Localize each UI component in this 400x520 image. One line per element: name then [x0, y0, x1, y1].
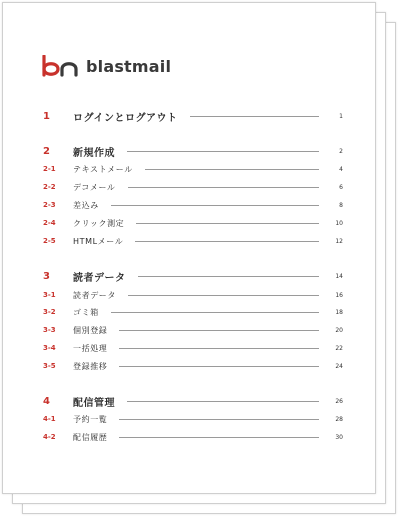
- toc-number: 3: [43, 270, 50, 282]
- toc-title: 読者データ: [73, 290, 116, 300]
- toc-chapter-row: [43, 144, 343, 158]
- brand-name: blastmail: [86, 56, 172, 76]
- toc-page-number: 2: [339, 147, 343, 155]
- toc-page-number: 12: [335, 237, 343, 245]
- toc-page-number: 20: [335, 326, 343, 334]
- toc-section-row: [43, 288, 343, 302]
- toc-title: テキストメール: [73, 164, 133, 174]
- toc-page-number: 18: [335, 308, 343, 316]
- toc-title: 個別登録: [73, 325, 108, 335]
- toc-leader-line: [119, 366, 319, 367]
- toc-page-number: 26: [335, 397, 343, 405]
- toc-section-row: [43, 412, 343, 426]
- toc-number: 3-1: [43, 291, 56, 299]
- toc-leader-line: [119, 419, 319, 420]
- toc-page-number: 28: [335, 415, 343, 423]
- toc-number: 2-5: [43, 237, 56, 245]
- toc-number: 2-4: [43, 219, 56, 227]
- toc-leader-line: [128, 295, 319, 296]
- toc-section-row: [43, 162, 343, 176]
- toc-page-number: 1: [339, 112, 343, 120]
- toc-page-number: 22: [335, 344, 343, 352]
- toc-title: HTMLメール: [73, 236, 124, 246]
- toc-number: 2-1: [43, 165, 56, 173]
- toc-title: デコメール: [73, 182, 116, 192]
- toc-title: 配信履歴: [73, 432, 108, 442]
- toc-number: 2: [43, 145, 50, 157]
- toc-leader-line: [111, 312, 319, 313]
- toc-number: 2-2: [43, 183, 56, 191]
- toc-title: 予約一覧: [73, 414, 108, 424]
- toc-leader-line: [145, 169, 319, 170]
- toc-leader-line: [136, 223, 319, 224]
- toc-section-row: [43, 323, 343, 337]
- toc-page-number: 8: [339, 201, 343, 209]
- toc-title: 一括処理: [73, 343, 108, 353]
- toc-leader-line: [135, 241, 319, 242]
- toc-number: 4-2: [43, 433, 56, 441]
- toc-chapter-row: [43, 269, 343, 283]
- toc-leader-line: [119, 348, 319, 349]
- toc-number: 4: [43, 395, 50, 407]
- toc-number: 1: [43, 110, 50, 122]
- toc-page-number: 24: [335, 362, 343, 370]
- toc-page-number: 10: [335, 219, 343, 227]
- toc-number: 3-2: [43, 308, 56, 316]
- toc-page-number: 6: [339, 183, 343, 191]
- toc-title: 新規作成: [73, 147, 115, 159]
- toc-page-number: 16: [335, 291, 343, 299]
- toc-title: ログインとログアウト: [73, 112, 178, 124]
- toc-section-row: [43, 216, 343, 230]
- toc-title: 読者データ: [73, 272, 126, 284]
- toc-section-row: [43, 359, 343, 373]
- toc-section-row: [43, 180, 343, 194]
- toc-chapter-row: [43, 394, 343, 408]
- toc-title: クリック測定: [73, 218, 125, 228]
- toc-leader-line: [127, 401, 319, 402]
- toc-number: 4-1: [43, 415, 56, 423]
- toc-number: 3-4: [43, 344, 56, 352]
- toc-page-number: 14: [335, 272, 343, 280]
- toc-section-row: [43, 430, 343, 444]
- table-of-contents: [3, 3, 375, 493]
- toc-leader-line: [119, 330, 319, 331]
- toc-section-row: [43, 341, 343, 355]
- toc-page-number: 4: [339, 165, 343, 173]
- toc-section-row: [43, 234, 343, 248]
- toc-number: 2-3: [43, 201, 56, 209]
- toc-leader-line: [119, 437, 319, 438]
- toc-leader-line: [127, 151, 319, 152]
- toc-section-row: [43, 198, 343, 212]
- toc-title: 登録推移: [73, 361, 108, 371]
- toc-section-row: [43, 305, 343, 319]
- page-sheet-front: [2, 2, 376, 494]
- toc-page-number: 30: [335, 433, 343, 441]
- toc-number: 3-3: [43, 326, 56, 334]
- toc-leader-line: [138, 276, 320, 277]
- toc-leader-line: [190, 116, 320, 117]
- toc-number: 3-5: [43, 362, 56, 370]
- toc-title: ゴミ箱: [73, 307, 99, 317]
- toc-leader-line: [128, 187, 319, 188]
- toc-leader-line: [111, 205, 319, 206]
- toc-title: 配信管理: [73, 397, 115, 409]
- toc-title: 差込み: [73, 200, 99, 210]
- toc-chapter-row: [43, 109, 343, 123]
